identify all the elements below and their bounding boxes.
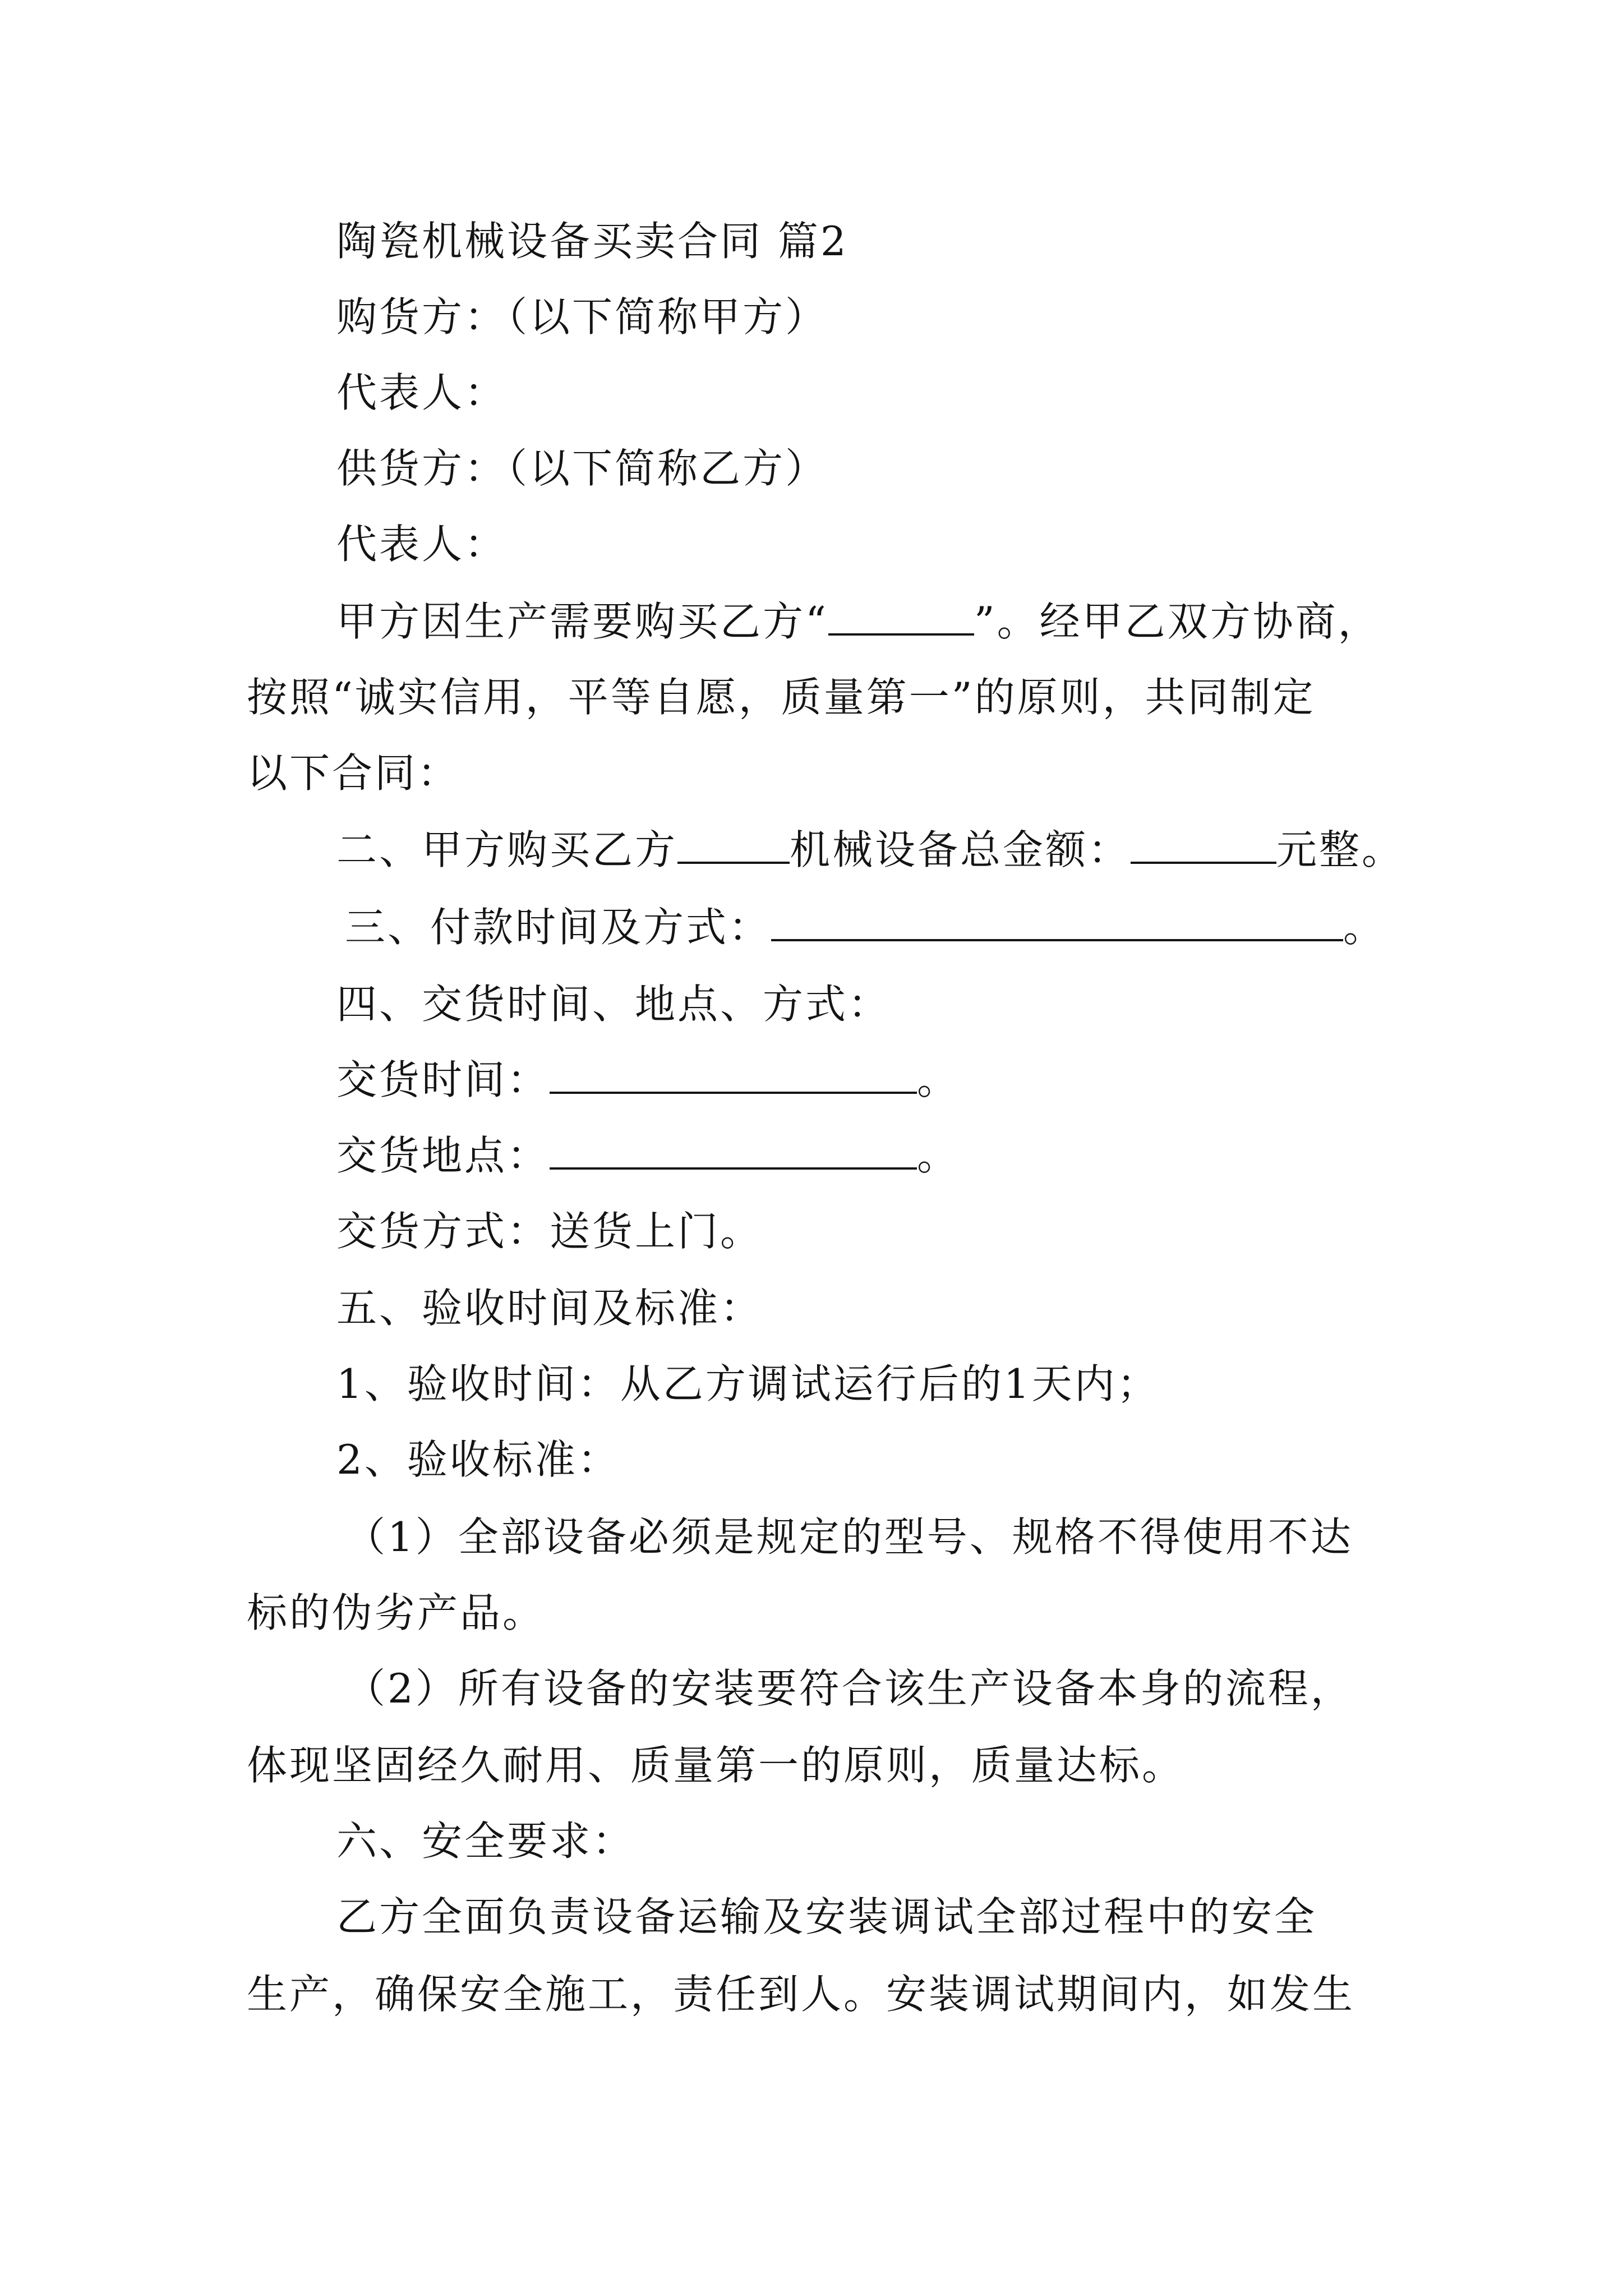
amount-blank — [1131, 827, 1276, 864]
clause-4-line: 四、交货时间、地点、方式： — [336, 981, 891, 1028]
delivery-place-line: 交货地点： 。 — [336, 1132, 960, 1179]
delivery-time-blank — [550, 1057, 917, 1094]
clause-6-line: 六、安全要求： — [336, 1818, 635, 1865]
product-name-blank — [828, 599, 974, 636]
delivery-time-line: 交货时间： 。 — [336, 1056, 960, 1103]
acceptance-time-line: 1、验收时间：从乙方调试运行后的1天内； — [336, 1360, 1160, 1407]
intro-line-2: 按照“诚实信用，平等自愿，质量第一”的原则，共同制定 — [247, 674, 1316, 721]
intro-line-3: 以下合同： — [247, 749, 460, 797]
standard-2-line-1: （2）所有设备的安装要符合该生产设备本身的流程， — [345, 1665, 1353, 1712]
seller-line: 供货方：（以下简称乙方） — [336, 445, 828, 492]
clause-5-line: 五、验收时间及标准： — [336, 1285, 763, 1332]
safety-line-1: 乙方全面负责设备运输及安装调试全部过程中的安全 — [336, 1893, 1317, 1940]
document-title: 陶瓷机械设备买卖合同 篇2 — [336, 218, 849, 265]
standard-1-line-1: （1）全部设备必须是规定的型号、规格不得使用不达 — [345, 1513, 1353, 1561]
payment-terms-blank — [771, 904, 1343, 941]
seller-representative-line: 代表人： — [336, 521, 508, 568]
acceptance-standard-line: 2、验收标准： — [336, 1436, 620, 1483]
delivery-method-line: 交货方式：送货上门。 — [336, 1208, 763, 1255]
clause-2-line: 二、甲方购买乙方 机械设备总金额： 元整。 — [336, 826, 1405, 873]
equipment-blank — [677, 827, 790, 864]
intro-line-1: 甲方因生产需要购买乙方“ ”。经甲乙双方协商， — [336, 598, 1381, 645]
clause-3-line: 三、付款时间及方式： 。 — [345, 904, 1386, 951]
buyer-line: 购货方：（以下简称甲方） — [336, 293, 828, 341]
delivery-place-blank — [550, 1133, 917, 1170]
buyer-representative-line: 代表人： — [336, 369, 508, 416]
standard-1-line-2: 标的伪劣产品。 — [247, 1589, 546, 1636]
safety-line-2: 生产，确保安全施工，责任到人。安装调试期间内，如发生 — [247, 1971, 1355, 2018]
standard-2-line-2: 体现坚固经久耐用、质量第一的原则，质量达标。 — [247, 1742, 1185, 1789]
